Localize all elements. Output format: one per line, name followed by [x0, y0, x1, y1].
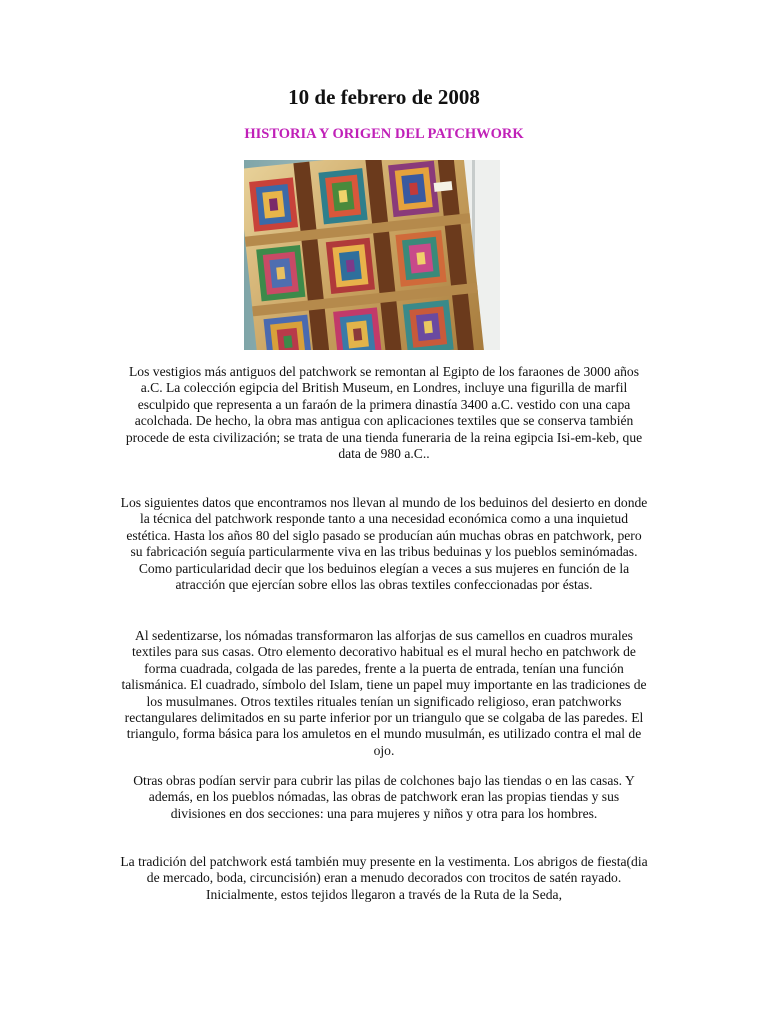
article-title: HISTORIA Y ORIGEN DEL PATCHWORK [244, 126, 524, 142]
paragraph-egypt: Los vestigios más antiguos del patchwork se remontan al Egipto de los faraones de 3000 años a.C. La colección egipcia del British Museum, en Londres, incluye una figurilla de marfil esculpido que representa a un faraón de la primera dinastía 3400 a.C. vestido con una capa acolchada. De hecho, la obra mas antigua con aplicaciones textiles que se conserva también procede de esta civilización; se trata de una tienda funeraria de la reina egipcia Isi-em-keb, que data de 980 a.C.. [125, 364, 643, 462]
paragraph-tents: Otras obras podían servir para cubrir las pilas de colchones bajo las tiendas o en las casas. Y además, en los pueblos nómadas, las obras de patchwork eran las propias tiendas y sus divisiones en dos secciones: una para mujeres y niños y otra para los hombres. [133, 773, 635, 821]
patchwork-quilt-photo [244, 160, 500, 350]
paragraph-nomads: Al sedentizarse, los nómadas transformaron las alforjas de sus camellos en cuadros murales textiles para sus casas. Otro elemento decorativo habitual es el mural hecho en patchwork de forma cuadrada, colgada de las paredes, frente a la puerta de entrada, tenían una función talismánica. El cuadrado, símbolo del Islam, tiene un papel muy importante en las tradiciones de los musulmanes. Otros textiles rituales tenían un significado religioso, eran patchworks rectangulares delimitados en su parte inferior por un triangulo que se colgaba de las paredes. El triangulo, forma básica para los amuletos en el mundo musulmán, es utilizado contra el mal de ojo. [121, 628, 647, 758]
quilt-illustration [244, 160, 500, 350]
paragraph-bedouins: Los siguientes datos que encontramos nos llevan al mundo de los beduinos del desierto en donde la técnica del patchwork responde tanto a una necesidad económica como a una inquietud estética. Hasta los años 80 del siglo pasado se producían aún muchas obras en patchwork, pero su fabricación seguía particularmente viva en las tribus beduinas y los pueblos seminómadas. Como particularidad decir que los beduinos elegían a veces a sus mujeres en función de la atracción que ejercían sobre ellos las obras textiles confeccionadas por éstas. [120, 495, 648, 593]
paragraph-clothing: La tradición del patchwork está también muy presente en la vestimenta. Los abrigos de fiesta(dia de mercado, boda, circuncisión) eran a menudo decorados con trocitos de satén rayado. Inicialmente, estos tejidos llegaron a través de la Ruta de la Seda, [120, 854, 648, 902]
post-date: 10 de febrero de 2008 [288, 85, 480, 109]
